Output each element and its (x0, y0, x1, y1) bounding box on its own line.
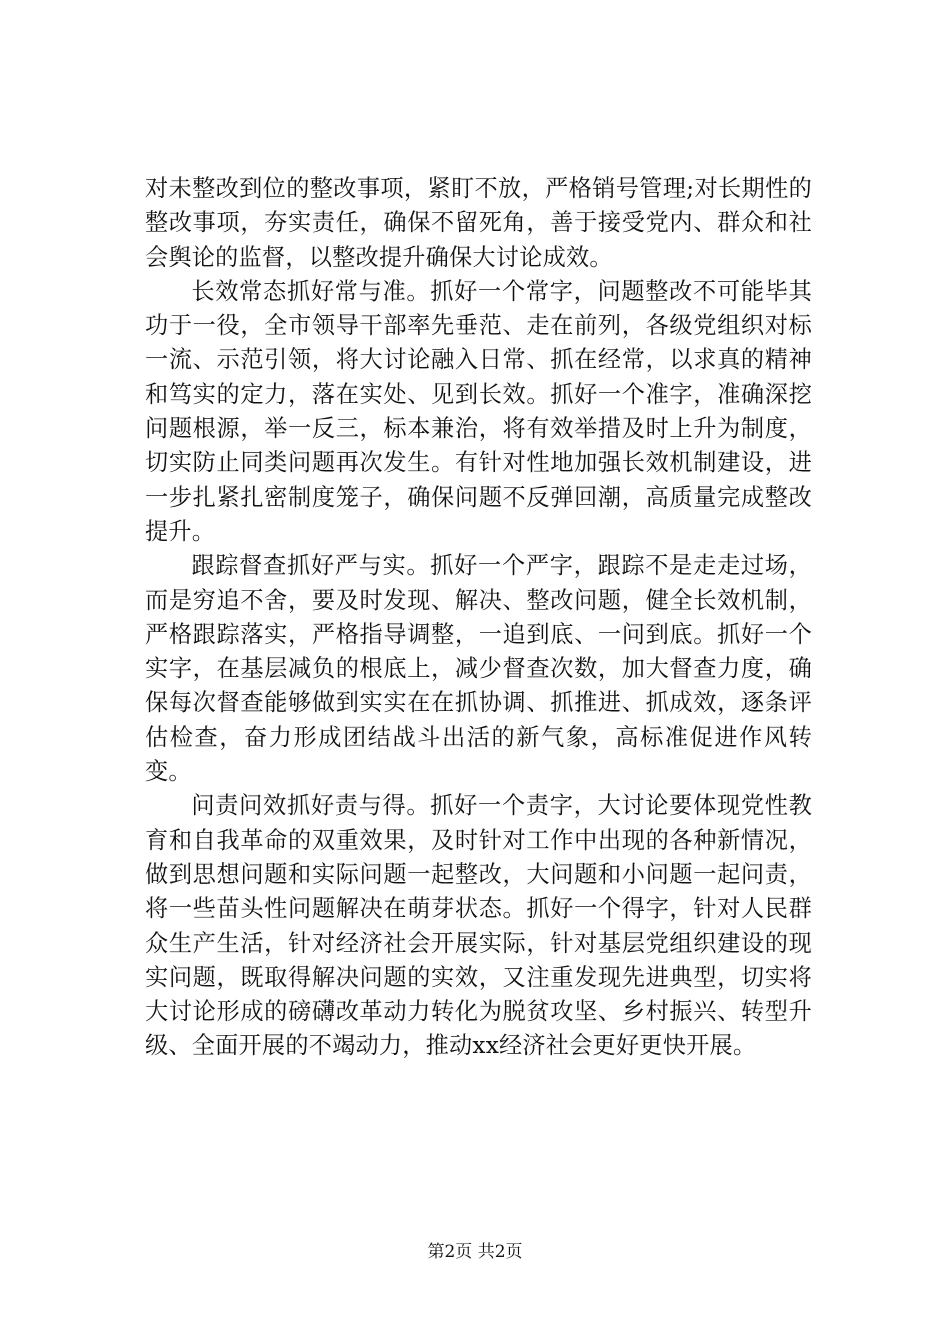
paragraph-long-term: 长效常态抓好常与准。抓好一个常字，问题整改不可能毕其功于一役，全市领导干部率先垂范、走在前列，各级党组织对标一流、示范引领，将大讨论融入日常、抓在经常，以求真的精神和笃实的定力，落在实处、见到长效。抓好一个准字，准确深挖问题根源，举一反三，标本兼治，将有效举措及时上升为制度，切实防止同类问题再次发生。有针对性地加强长效机制建设，进一步扎紧扎密制度笼子，确保问题不反弹回潮，高质量完成整改提升。 (145, 277, 812, 545)
paragraph-accountability: 问责问效抓好责与得。抓好一个责字，大讨论要体现党性教育和自我革命的双重效果，及时针对工作中出现的各种新情况，做到思想问题和实际问题一起整改，大问题和小问题一起问责，将一些苗头性问题解决在萌芽状态。抓好一个得字，针对人民群众生产生活，针对经济社会开展实际，针对基层党组织建设的现实问题，既取得解决问题的实效，又注重发现先进典型，切实将大讨论形成的磅礴改革动力转化为脱贫攻坚、乡村振兴、转型升级、全面开展的不竭动力，推动xx经济社会更好更快开展。 (145, 792, 812, 1060)
page-footer: 第2页 共2页 (427, 1242, 523, 1262)
document-body (145, 172, 812, 1064)
paragraph-supervision: 跟踪督查抓好严与实。抓好一个严字，跟踪不是走走过场，而是穷追不舍，要及时发现、解决、整改问题，健全长效机制，严格跟踪落实，严格指导调整，一追到底、一问到底。抓好一个实字，在基层减负的根底上，减少督查次数，加大督查力度，确保每次督查能够做到实实在在抓协调、抓推进、抓成效，逐条评估检查，奋力形成团结战斗出活的新气象，高标准促进作风转变。 (145, 552, 812, 786)
paragraph-continuation: 对未整改到位的整改事项，紧盯不放，严格销号管理;对长期性的整改事项，夯实责任，确保不留死角，善于接受党内、群众和社会舆论的监督，以整改提升确保大讨论成效。 (145, 175, 812, 271)
